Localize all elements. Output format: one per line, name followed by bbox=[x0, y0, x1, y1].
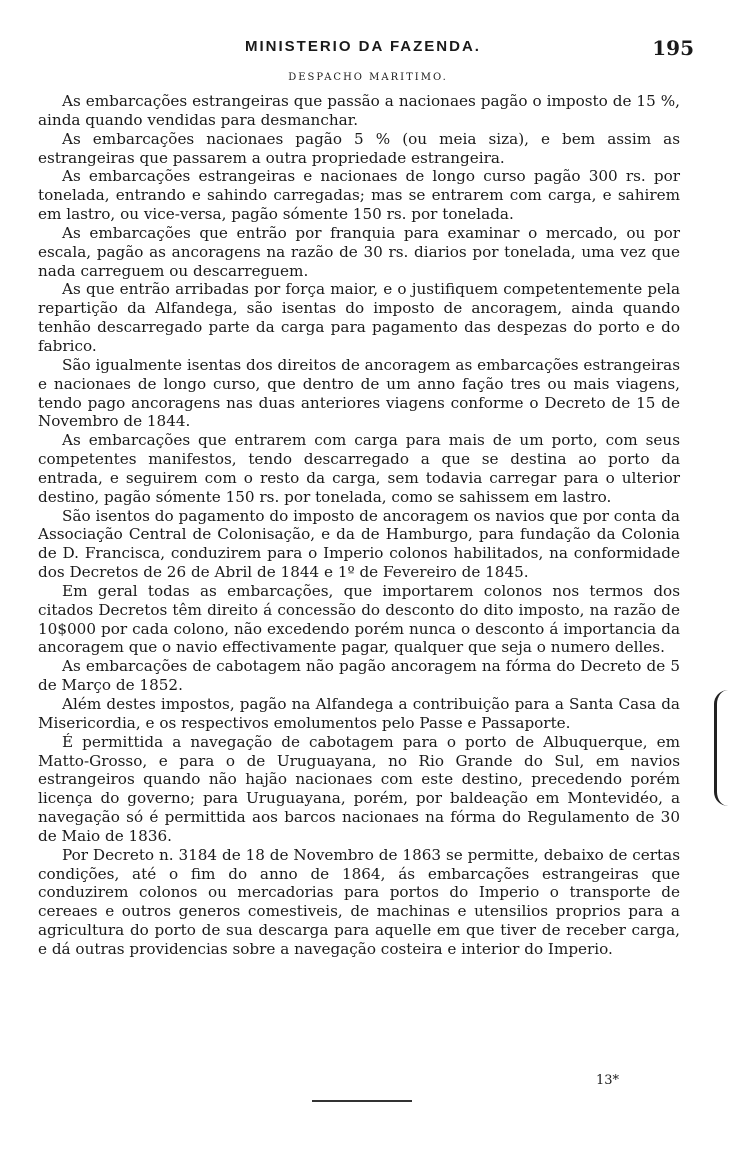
paragraph: As embarcações estrangeiras e nacionaes de longo curso pagão 300 rs. por tonelada, entrando e sahindo carregadas; mas se entrarem com carga, e sahirem em lastro, ou vice-versa, pagão sómente 150 rs. por tonelada. bbox=[38, 167, 680, 224]
paragraph: Em geral todas as embarcações, que importarem colonos nos termos dos citados Decretos têm direito á concessão do desconto do dito imposto, na razão de 10$000 por cada colono, não excedendo porém nunca o desconto á importancia da ancoragem que o navio effectivamente pagar, qualquer que seja o numero delles. bbox=[38, 581, 680, 657]
paragraph: As embarcações estrangeiras que passão a nacionaes pagão o imposto de 15 %, ainda quando vendidas para desmanchar. bbox=[38, 92, 680, 129]
page-number: 195 bbox=[652, 36, 694, 60]
paragraph: É permittida a navegação de cabotagem para o porto de Albuquerque, em Matto-Grosso, e para o de Uruguayana, no Rio Grande do Sul, em navios estrangeiros quando não hajão nacionaes com este destino, precedendo porém licença do governo; para Uruguayana, porém, por baldeação em Montevidéo, a navegação só é permittida aos barcos nacionaes na fórma do Regulamento de 30 de Maio de 1836. bbox=[38, 732, 680, 845]
paragraph: As embarcações nacionaes pagão 5 % (ou meia siza), e bem assim as estrangeiras que passarem a outra propriedade estrangeira. bbox=[38, 129, 680, 167]
paragraph: As que entrão arribadas por força maior, e o justifiquem competentemente pela repartição da Alfandega, são isentas do imposto de ancoragem, ainda quando tenhão descarregado parte da carga para pagamento das despezas do porto e do fabrico. bbox=[38, 280, 680, 355]
paragraph: As embarcações que entrarem com carga para mais de um porto, com seus competentes manifestos, tendo descarregado a que se destina ao porto da entrada, e seguirem com o resto da carga, sem todavia carregar para o ulterior destino, pagão sómente 150 rs. por tonelada, como se sahissem em lastro. bbox=[38, 431, 680, 506]
paragraph: Por Decreto n. 3184 de 18 de Novembro de 1863 se permitte, debaixo de certas condições, até o fim do anno de 1864, ás embarcações estrangeiras que conduzirem colonos ou mercadorias para portos do Imperio o transporte de cereaes e outros generos comestiveis, de machinas e utensilios proprios para a agricultura do porto de sua descarga para aquelle em que tiver de receber carga, e dá outras providencias sobre a navegação costeira e interior do Imperio. bbox=[38, 845, 680, 958]
footer-rule bbox=[312, 1100, 412, 1102]
paragraph: As embarcações que entrão por franquia para examinar o mercado, ou por escala, pagão as ancoragens na razão de 30 rs. diarios por tonelada, uma vez que nada carreguem ou descarreguem. bbox=[38, 223, 680, 280]
paragraph: São igualmente isentas dos direitos de ancoragem as embarcações estrangeiras e nacionaes de longo curso, que dentro de um anno fação tres ou mais viagens, tendo pago ancoragens nas duas anteriores viagens conforme o Decreto de 15 de Novembro de 1844. bbox=[38, 355, 680, 431]
page-header bbox=[38, 36, 694, 62]
signature-mark: 13* bbox=[596, 1073, 620, 1088]
paragraph: São isentos do pagamento do imposto de ancoragem os navios que por conta da Associação Central de Colonisação, e da de Hamburgo, para fundação da Colonia de D. Francisca, conduzirem para o Imperio colonos habilitados, na conformidade dos Decretos de 26 de Abril de 1844 e 1º de Fevereiro de 1845. bbox=[38, 506, 680, 582]
document-body bbox=[38, 92, 680, 959]
paragraph: As embarcações de cabotagem não pagão ancoragem na fórma do Decreto de 5 de Março de 1852. bbox=[38, 657, 680, 695]
paragraph: Além destes impostos, pagão na Alfandega a contribuição para a Santa Casa da Misericordia, e os respectivos emolumentos pelo Passe e Passaporte. bbox=[38, 695, 680, 732]
section-title: DESPACHO MARITIMO. bbox=[288, 72, 448, 83]
running-head: MINISTERIO DA FAZENDA. bbox=[245, 38, 481, 55]
binding-edge-mark bbox=[714, 690, 731, 806]
